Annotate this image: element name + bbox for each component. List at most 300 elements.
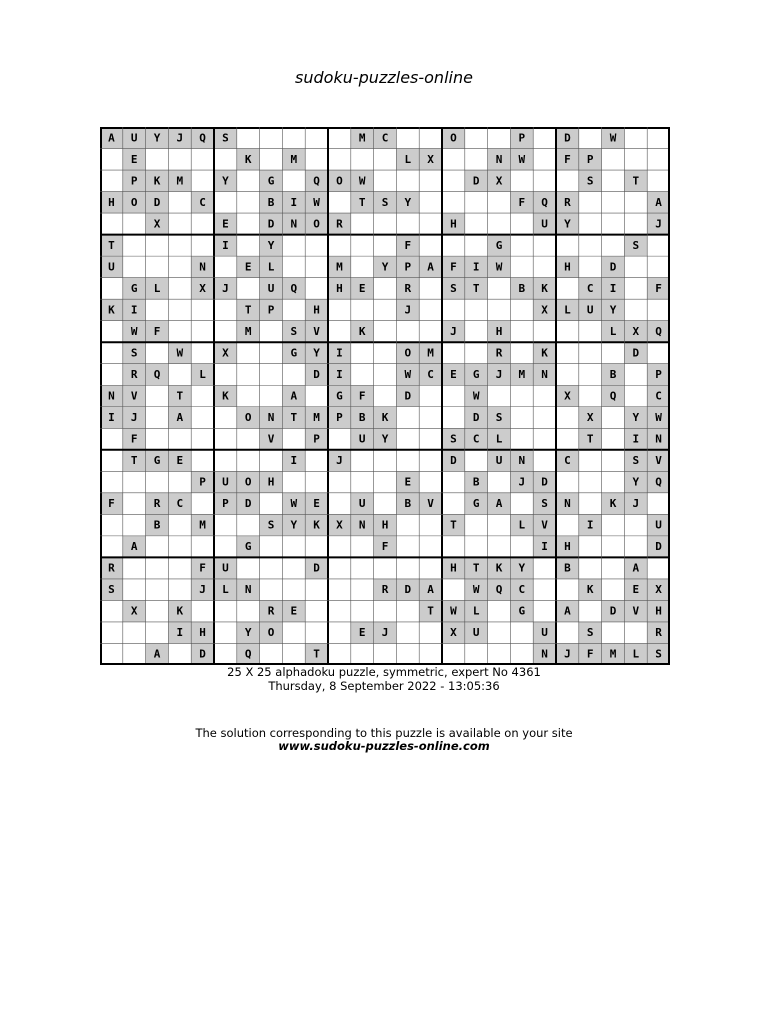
empty-cell[interactable]: [374, 450, 397, 472]
empty-cell[interactable]: [465, 235, 488, 257]
empty-cell[interactable]: [146, 299, 169, 321]
empty-cell[interactable]: [146, 536, 169, 558]
empty-cell[interactable]: [100, 643, 123, 665]
empty-cell[interactable]: [419, 557, 442, 579]
empty-cell[interactable]: [260, 557, 283, 579]
empty-cell[interactable]: [146, 235, 169, 257]
empty-cell[interactable]: [100, 364, 123, 386]
empty-cell[interactable]: [168, 192, 191, 214]
empty-cell[interactable]: [488, 471, 511, 493]
empty-cell[interactable]: [647, 342, 670, 364]
empty-cell[interactable]: [624, 127, 647, 149]
empty-cell[interactable]: [442, 471, 465, 493]
empty-cell[interactable]: [214, 643, 237, 665]
empty-cell[interactable]: [374, 213, 397, 235]
empty-cell[interactable]: [419, 213, 442, 235]
empty-cell[interactable]: [100, 321, 123, 343]
empty-cell[interactable]: [624, 149, 647, 171]
empty-cell[interactable]: [214, 428, 237, 450]
empty-cell[interactable]: [351, 364, 374, 386]
empty-cell[interactable]: [579, 192, 602, 214]
empty-cell[interactable]: [442, 170, 465, 192]
empty-cell[interactable]: [533, 256, 556, 278]
empty-cell[interactable]: [419, 385, 442, 407]
empty-cell[interactable]: [191, 536, 214, 558]
empty-cell[interactable]: [191, 428, 214, 450]
empty-cell[interactable]: [123, 514, 146, 536]
empty-cell[interactable]: [396, 170, 419, 192]
empty-cell[interactable]: [602, 342, 625, 364]
empty-cell[interactable]: [396, 600, 419, 622]
empty-cell[interactable]: [510, 256, 533, 278]
empty-cell[interactable]: [533, 407, 556, 429]
empty-cell[interactable]: [396, 643, 419, 665]
empty-cell[interactable]: [260, 321, 283, 343]
empty-cell[interactable]: [260, 342, 283, 364]
empty-cell[interactable]: [146, 149, 169, 171]
empty-cell[interactable]: [556, 278, 579, 300]
empty-cell[interactable]: [419, 127, 442, 149]
empty-cell[interactable]: [260, 536, 283, 558]
empty-cell[interactable]: [328, 127, 351, 149]
empty-cell[interactable]: [237, 235, 260, 257]
empty-cell[interactable]: [556, 170, 579, 192]
empty-cell[interactable]: [465, 450, 488, 472]
empty-cell[interactable]: [579, 321, 602, 343]
empty-cell[interactable]: [374, 471, 397, 493]
empty-cell[interactable]: [510, 385, 533, 407]
empty-cell[interactable]: [214, 149, 237, 171]
empty-cell[interactable]: [647, 557, 670, 579]
empty-cell[interactable]: [214, 536, 237, 558]
empty-cell[interactable]: [556, 514, 579, 536]
empty-cell[interactable]: [100, 471, 123, 493]
empty-cell[interactable]: [146, 256, 169, 278]
empty-cell[interactable]: [374, 235, 397, 257]
empty-cell[interactable]: [328, 471, 351, 493]
empty-cell[interactable]: [510, 321, 533, 343]
empty-cell[interactable]: [579, 342, 602, 364]
empty-cell[interactable]: [510, 170, 533, 192]
empty-cell[interactable]: [123, 493, 146, 515]
empty-cell[interactable]: [305, 235, 328, 257]
empty-cell[interactable]: [396, 450, 419, 472]
empty-cell[interactable]: [624, 385, 647, 407]
empty-cell[interactable]: [282, 643, 305, 665]
empty-cell[interactable]: [328, 299, 351, 321]
empty-cell[interactable]: [510, 342, 533, 364]
empty-cell[interactable]: [624, 514, 647, 536]
empty-cell[interactable]: [305, 600, 328, 622]
empty-cell[interactable]: [374, 643, 397, 665]
empty-cell[interactable]: [374, 299, 397, 321]
empty-cell[interactable]: [442, 643, 465, 665]
empty-cell[interactable]: [533, 579, 556, 601]
empty-cell[interactable]: [168, 235, 191, 257]
empty-cell[interactable]: [168, 643, 191, 665]
empty-cell[interactable]: [579, 385, 602, 407]
empty-cell[interactable]: [374, 364, 397, 386]
empty-cell[interactable]: [305, 278, 328, 300]
empty-cell[interactable]: [579, 471, 602, 493]
empty-cell[interactable]: [214, 192, 237, 214]
empty-cell[interactable]: [146, 557, 169, 579]
empty-cell[interactable]: [488, 299, 511, 321]
empty-cell[interactable]: [260, 149, 283, 171]
empty-cell[interactable]: [260, 579, 283, 601]
empty-cell[interactable]: [328, 557, 351, 579]
empty-cell[interactable]: [442, 235, 465, 257]
empty-cell[interactable]: [647, 149, 670, 171]
empty-cell[interactable]: [168, 278, 191, 300]
empty-cell[interactable]: [282, 235, 305, 257]
empty-cell[interactable]: [237, 364, 260, 386]
empty-cell[interactable]: [305, 256, 328, 278]
empty-cell[interactable]: [419, 278, 442, 300]
empty-cell[interactable]: [647, 127, 670, 149]
empty-cell[interactable]: [168, 213, 191, 235]
empty-cell[interactable]: [305, 450, 328, 472]
empty-cell[interactable]: [214, 256, 237, 278]
empty-cell[interactable]: [647, 256, 670, 278]
empty-cell[interactable]: [624, 213, 647, 235]
empty-cell[interactable]: [510, 493, 533, 515]
empty-cell[interactable]: [579, 127, 602, 149]
empty-cell[interactable]: [237, 170, 260, 192]
empty-cell[interactable]: [419, 235, 442, 257]
empty-cell[interactable]: [351, 471, 374, 493]
empty-cell[interactable]: [396, 127, 419, 149]
empty-cell[interactable]: [123, 471, 146, 493]
empty-cell[interactable]: [374, 385, 397, 407]
empty-cell[interactable]: [602, 579, 625, 601]
empty-cell[interactable]: [419, 299, 442, 321]
empty-cell[interactable]: [282, 127, 305, 149]
empty-cell[interactable]: [100, 622, 123, 644]
empty-cell[interactable]: [100, 514, 123, 536]
empty-cell[interactable]: [419, 428, 442, 450]
empty-cell[interactable]: [533, 170, 556, 192]
empty-cell[interactable]: [488, 127, 511, 149]
empty-cell[interactable]: [624, 299, 647, 321]
empty-cell[interactable]: [282, 536, 305, 558]
empty-cell[interactable]: [214, 407, 237, 429]
empty-cell[interactable]: [146, 407, 169, 429]
empty-cell[interactable]: [168, 149, 191, 171]
empty-cell[interactable]: [351, 213, 374, 235]
empty-cell[interactable]: [146, 342, 169, 364]
empty-cell[interactable]: [579, 493, 602, 515]
empty-cell[interactable]: [647, 170, 670, 192]
empty-cell[interactable]: [100, 536, 123, 558]
empty-cell[interactable]: [465, 127, 488, 149]
empty-cell[interactable]: [624, 192, 647, 214]
empty-cell[interactable]: [442, 149, 465, 171]
empty-cell[interactable]: [282, 471, 305, 493]
empty-cell[interactable]: [465, 299, 488, 321]
empty-cell[interactable]: [328, 493, 351, 515]
empty-cell[interactable]: [510, 428, 533, 450]
empty-cell[interactable]: [260, 643, 283, 665]
empty-cell[interactable]: [282, 428, 305, 450]
empty-cell[interactable]: [123, 579, 146, 601]
empty-cell[interactable]: [556, 321, 579, 343]
empty-cell[interactable]: [191, 450, 214, 472]
empty-cell[interactable]: [602, 192, 625, 214]
empty-cell[interactable]: [579, 600, 602, 622]
empty-cell[interactable]: [214, 514, 237, 536]
empty-cell[interactable]: [328, 600, 351, 622]
empty-cell[interactable]: [374, 149, 397, 171]
empty-cell[interactable]: [624, 622, 647, 644]
empty-cell[interactable]: [351, 149, 374, 171]
empty-cell[interactable]: [556, 407, 579, 429]
empty-cell[interactable]: [374, 342, 397, 364]
empty-cell[interactable]: [237, 127, 260, 149]
empty-cell[interactable]: [465, 213, 488, 235]
empty-cell[interactable]: [328, 536, 351, 558]
empty-cell[interactable]: [556, 235, 579, 257]
empty-cell[interactable]: [396, 428, 419, 450]
empty-cell[interactable]: [282, 622, 305, 644]
empty-cell[interactable]: [305, 385, 328, 407]
empty-cell[interactable]: [488, 192, 511, 214]
empty-cell[interactable]: [442, 385, 465, 407]
empty-cell[interactable]: [282, 364, 305, 386]
empty-cell[interactable]: [602, 170, 625, 192]
empty-cell[interactable]: [191, 213, 214, 235]
empty-cell[interactable]: [305, 536, 328, 558]
empty-cell[interactable]: [328, 643, 351, 665]
empty-cell[interactable]: [442, 407, 465, 429]
empty-cell[interactable]: [305, 622, 328, 644]
empty-cell[interactable]: [510, 407, 533, 429]
empty-cell[interactable]: [351, 342, 374, 364]
empty-cell[interactable]: [602, 450, 625, 472]
empty-cell[interactable]: [556, 342, 579, 364]
empty-cell[interactable]: [305, 471, 328, 493]
empty-cell[interactable]: [191, 170, 214, 192]
empty-cell[interactable]: [214, 450, 237, 472]
empty-cell[interactable]: [282, 557, 305, 579]
empty-cell[interactable]: [237, 342, 260, 364]
empty-cell[interactable]: [510, 213, 533, 235]
empty-cell[interactable]: [168, 557, 191, 579]
empty-cell[interactable]: [465, 149, 488, 171]
empty-cell[interactable]: [146, 428, 169, 450]
empty-cell[interactable]: [328, 235, 351, 257]
empty-cell[interactable]: [579, 536, 602, 558]
site-url[interactable]: www.sudoku-puzzles-online.com: [278, 739, 490, 753]
empty-cell[interactable]: [168, 471, 191, 493]
empty-cell[interactable]: [351, 299, 374, 321]
empty-cell[interactable]: [168, 321, 191, 343]
empty-cell[interactable]: [123, 557, 146, 579]
empty-cell[interactable]: [282, 299, 305, 321]
empty-cell[interactable]: [556, 579, 579, 601]
empty-cell[interactable]: [374, 600, 397, 622]
empty-cell[interactable]: [647, 299, 670, 321]
empty-cell[interactable]: [465, 536, 488, 558]
empty-cell[interactable]: [465, 321, 488, 343]
empty-cell[interactable]: [100, 213, 123, 235]
empty-cell[interactable]: [602, 235, 625, 257]
empty-cell[interactable]: [374, 321, 397, 343]
empty-cell[interactable]: [579, 557, 602, 579]
empty-cell[interactable]: [100, 149, 123, 171]
empty-cell[interactable]: [328, 579, 351, 601]
empty-cell[interactable]: [123, 256, 146, 278]
empty-cell[interactable]: [396, 557, 419, 579]
empty-cell[interactable]: [282, 170, 305, 192]
empty-cell[interactable]: [305, 127, 328, 149]
empty-cell[interactable]: [374, 278, 397, 300]
empty-cell[interactable]: [488, 514, 511, 536]
empty-cell[interactable]: [146, 600, 169, 622]
empty-cell[interactable]: [305, 149, 328, 171]
empty-cell[interactable]: [396, 321, 419, 343]
empty-cell[interactable]: [396, 536, 419, 558]
empty-cell[interactable]: [146, 385, 169, 407]
empty-cell[interactable]: [602, 557, 625, 579]
empty-cell[interactable]: [602, 213, 625, 235]
empty-cell[interactable]: [602, 428, 625, 450]
empty-cell[interactable]: [100, 450, 123, 472]
empty-cell[interactable]: [647, 235, 670, 257]
empty-cell[interactable]: [624, 256, 647, 278]
empty-cell[interactable]: [419, 321, 442, 343]
empty-cell[interactable]: [419, 536, 442, 558]
empty-cell[interactable]: [602, 149, 625, 171]
empty-cell[interactable]: [168, 364, 191, 386]
empty-cell[interactable]: [168, 299, 191, 321]
empty-cell[interactable]: [351, 600, 374, 622]
empty-cell[interactable]: [419, 192, 442, 214]
empty-cell[interactable]: [351, 450, 374, 472]
empty-cell[interactable]: [396, 514, 419, 536]
empty-cell[interactable]: [533, 127, 556, 149]
empty-cell[interactable]: [214, 321, 237, 343]
empty-cell[interactable]: [351, 536, 374, 558]
empty-cell[interactable]: [488, 643, 511, 665]
empty-cell[interactable]: [237, 600, 260, 622]
empty-cell[interactable]: [465, 342, 488, 364]
empty-cell[interactable]: [556, 622, 579, 644]
empty-cell[interactable]: [282, 579, 305, 601]
empty-cell[interactable]: [396, 407, 419, 429]
empty-cell[interactable]: [260, 385, 283, 407]
empty-cell[interactable]: [602, 514, 625, 536]
empty-cell[interactable]: [396, 213, 419, 235]
empty-cell[interactable]: [419, 471, 442, 493]
empty-cell[interactable]: [100, 600, 123, 622]
empty-cell[interactable]: [146, 579, 169, 601]
empty-cell[interactable]: [602, 622, 625, 644]
empty-cell[interactable]: [602, 471, 625, 493]
empty-cell[interactable]: [556, 364, 579, 386]
empty-cell[interactable]: [442, 192, 465, 214]
empty-cell[interactable]: [419, 514, 442, 536]
empty-cell[interactable]: [579, 364, 602, 386]
empty-cell[interactable]: [123, 622, 146, 644]
empty-cell[interactable]: [351, 579, 374, 601]
empty-cell[interactable]: [419, 622, 442, 644]
empty-cell[interactable]: [100, 170, 123, 192]
empty-cell[interactable]: [237, 192, 260, 214]
empty-cell[interactable]: [465, 514, 488, 536]
empty-cell[interactable]: [624, 278, 647, 300]
empty-cell[interactable]: [579, 450, 602, 472]
empty-cell[interactable]: [465, 192, 488, 214]
empty-cell[interactable]: [488, 600, 511, 622]
empty-cell[interactable]: [579, 235, 602, 257]
empty-cell[interactable]: [442, 579, 465, 601]
empty-cell[interactable]: [168, 428, 191, 450]
empty-cell[interactable]: [533, 235, 556, 257]
empty-cell[interactable]: [465, 643, 488, 665]
empty-cell[interactable]: [533, 450, 556, 472]
empty-cell[interactable]: [260, 450, 283, 472]
empty-cell[interactable]: [396, 622, 419, 644]
empty-cell[interactable]: [191, 235, 214, 257]
empty-cell[interactable]: [237, 213, 260, 235]
empty-cell[interactable]: [123, 643, 146, 665]
empty-cell[interactable]: [214, 622, 237, 644]
empty-cell[interactable]: [328, 192, 351, 214]
empty-cell[interactable]: [442, 342, 465, 364]
empty-cell[interactable]: [624, 364, 647, 386]
empty-cell[interactable]: [510, 622, 533, 644]
empty-cell[interactable]: [191, 600, 214, 622]
empty-cell[interactable]: [419, 450, 442, 472]
empty-cell[interactable]: [237, 278, 260, 300]
empty-cell[interactable]: [510, 536, 533, 558]
empty-cell[interactable]: [510, 643, 533, 665]
empty-cell[interactable]: [351, 256, 374, 278]
empty-cell[interactable]: [191, 407, 214, 429]
empty-cell[interactable]: [442, 536, 465, 558]
empty-cell[interactable]: [351, 235, 374, 257]
empty-cell[interactable]: [237, 428, 260, 450]
empty-cell[interactable]: [191, 149, 214, 171]
empty-cell[interactable]: [328, 622, 351, 644]
empty-cell[interactable]: [419, 643, 442, 665]
empty-cell[interactable]: [579, 213, 602, 235]
empty-cell[interactable]: [579, 256, 602, 278]
empty-cell[interactable]: [282, 256, 305, 278]
empty-cell[interactable]: [146, 471, 169, 493]
empty-cell[interactable]: [123, 213, 146, 235]
empty-cell[interactable]: [100, 342, 123, 364]
empty-cell[interactable]: [237, 385, 260, 407]
empty-cell[interactable]: [533, 149, 556, 171]
empty-cell[interactable]: [260, 364, 283, 386]
empty-cell[interactable]: [488, 622, 511, 644]
empty-cell[interactable]: [168, 579, 191, 601]
empty-cell[interactable]: [100, 278, 123, 300]
empty-cell[interactable]: [556, 428, 579, 450]
empty-cell[interactable]: [146, 622, 169, 644]
empty-cell[interactable]: [647, 493, 670, 515]
empty-cell[interactable]: [533, 557, 556, 579]
empty-cell[interactable]: [510, 299, 533, 321]
empty-cell[interactable]: [100, 428, 123, 450]
empty-cell[interactable]: [488, 278, 511, 300]
empty-cell[interactable]: [602, 407, 625, 429]
empty-cell[interactable]: [191, 342, 214, 364]
empty-cell[interactable]: [533, 428, 556, 450]
empty-cell[interactable]: [419, 407, 442, 429]
